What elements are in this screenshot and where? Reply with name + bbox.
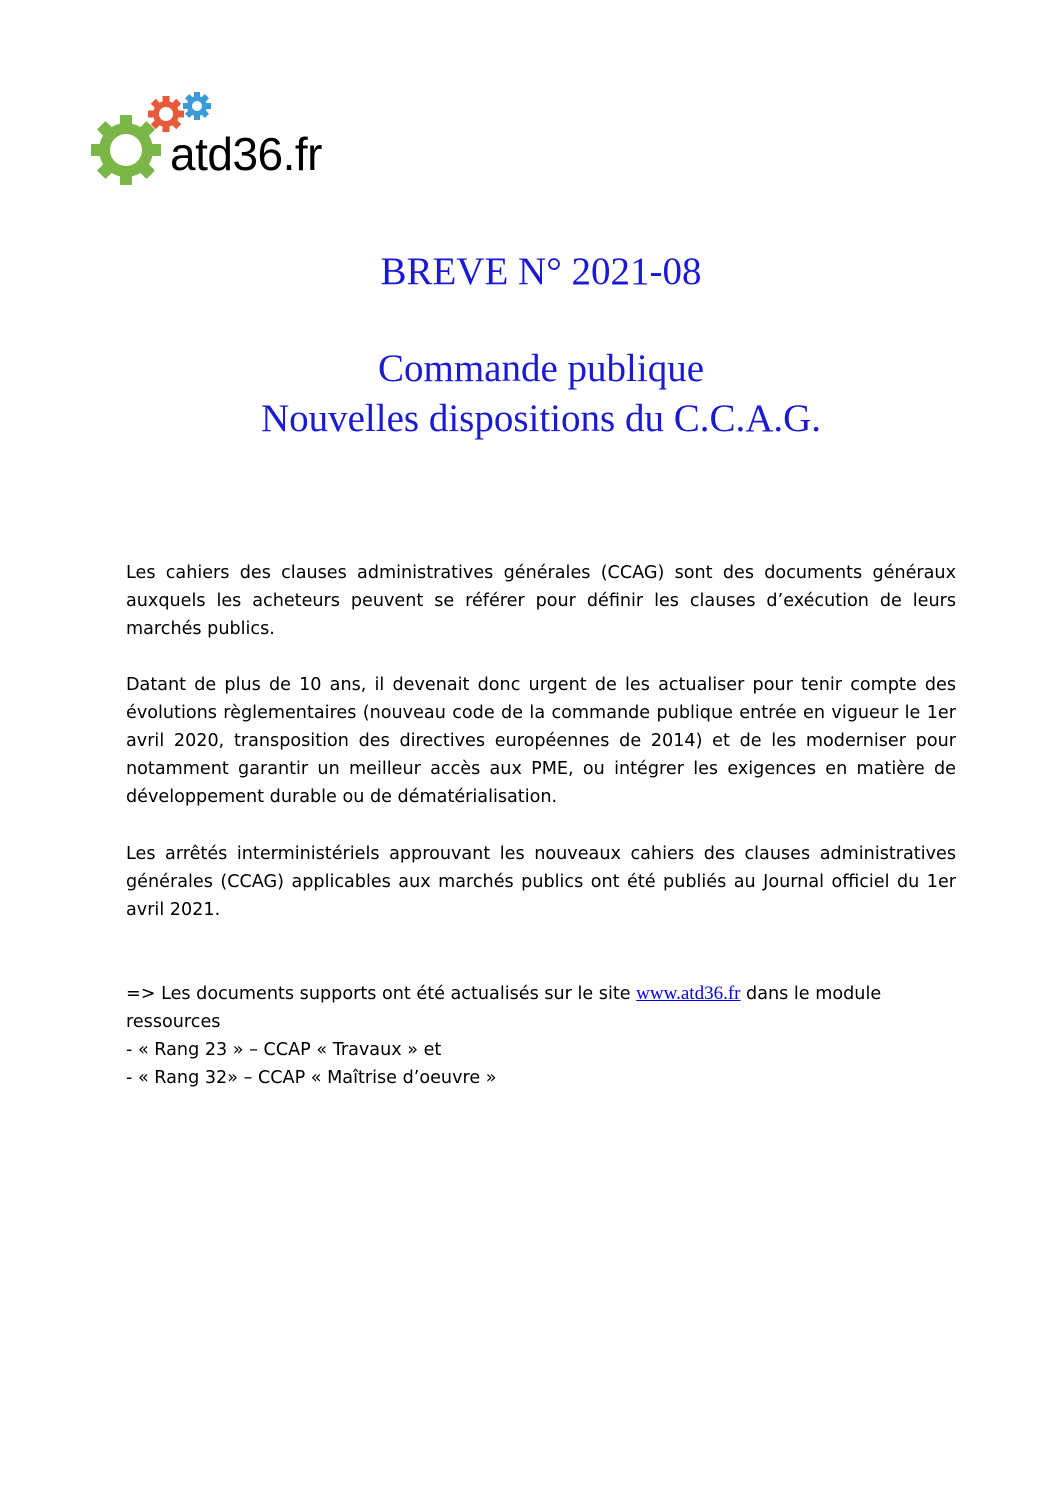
logo-text: atd36.fr: [170, 128, 322, 180]
subtitle-line-2: Nouvelles dispositions du C.C.A.G.: [260, 397, 822, 440]
list-item-rang-23: - « Rang 23 » – CCAP « Travaux » et: [126, 1040, 442, 1060]
subtitle-line-1: Commande publique: [377, 347, 705, 390]
list-item-rang-32: - « Rang 32» – CCAP « Maîtrise d’oeuvre »: [126, 1068, 497, 1088]
paragraph-2: Datant de plus de 10 ans, il devenait donc urgent de les actualiser pour tenir compte des évolutions règlementaires (nouveau code de la commande publique entrée en vigueur le 1er avril 2020, transposition des directives européennes de 2014) et de les moderniser pour notamment garantir un meilleur accès aux PME, ou intégrer les exigences en matière de développement durable ou de dématérialisation.: [126, 675, 956, 807]
breve-subtitle: [0, 344, 1058, 444]
paragraph-1: Les cahiers des clauses administratives générales (CCAG) sont des documents généraux auxquels les acheteurs peuvent se référer pour définir les clauses d’exécution de leurs marchés publics.: [126, 563, 956, 639]
notice-prefix: => Les documents supports ont été actualisés sur le site: [126, 984, 637, 1004]
notice-suffix: dans le module ressources: [126, 984, 882, 1032]
atd36-logo: [90, 90, 390, 190]
site-link[interactable]: www.atd36.fr: [636, 983, 741, 1004]
notice-line: [126, 980, 956, 1036]
notice-block: [126, 980, 956, 1092]
breve-title: BREVE N° 2021-08: [380, 250, 702, 293]
paragraph-3: Les arrêtés interministériels approuvant les nouveaux cahiers des clauses administratives générales (CCAG) applicables aux marchés publics ont été publiés au Journal officiel du 1er avril 2021.: [126, 844, 956, 920]
